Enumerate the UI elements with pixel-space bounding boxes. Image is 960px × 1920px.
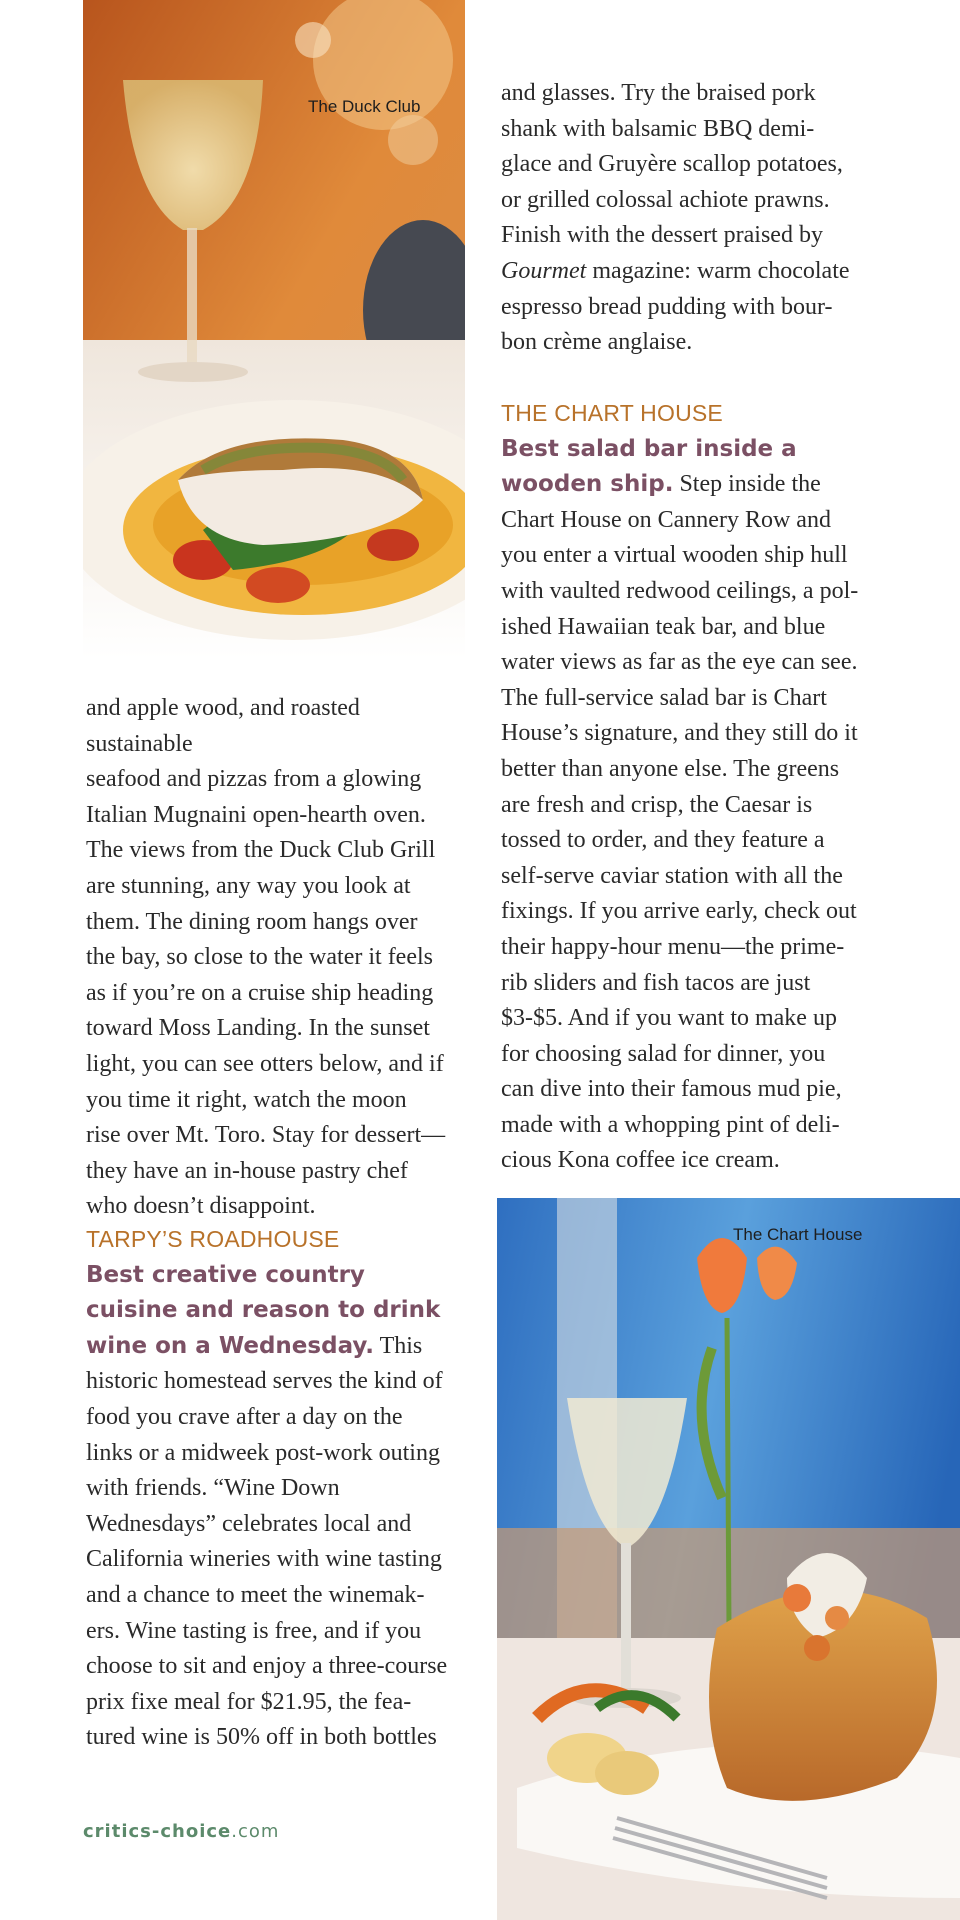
text-line: bon crème anglaise. bbox=[501, 329, 693, 356]
text-line: toward Moss Landing. In the sunset bbox=[86, 1015, 430, 1042]
text-line: light, you can see otters below, and if bbox=[86, 1050, 444, 1077]
text-line: ers. Wine tasting is free, and if you bbox=[86, 1617, 422, 1644]
text-line: with vaulted redwood ceilings, a pol- bbox=[501, 577, 859, 604]
text-line: Finish with the dessert praised by bbox=[501, 222, 823, 249]
tagline: wine on a Wednesday. bbox=[86, 1332, 374, 1359]
text-line: are fresh and crisp, the Caesar is bbox=[501, 791, 813, 818]
text-line: as if you’re on a cruise ship heading bbox=[86, 979, 434, 1006]
duck-club-body bbox=[86, 691, 471, 1225]
footer-brand: critics-choice bbox=[83, 1821, 232, 1842]
magazine-name: Gourmet bbox=[501, 257, 587, 284]
section-title: TARPY’S ROADHOUSE bbox=[86, 1226, 340, 1252]
text-line: seafood and pizzas from a glowing bbox=[86, 766, 422, 793]
text-line: House’s signature, and they still do it bbox=[501, 720, 858, 747]
text-line: Chart House on Cannery Row and bbox=[501, 506, 831, 533]
chart-house-section bbox=[501, 396, 911, 1179]
text-line: better than anyone else. The greens bbox=[501, 755, 840, 782]
text-line: they have an in-house pastry chef bbox=[86, 1157, 408, 1184]
duck-club-caption: The Duck Club bbox=[308, 97, 421, 116]
text-line: and apple wood, and roasted sustainable bbox=[86, 695, 360, 757]
text-line: rib sliders and fish tacos are just bbox=[501, 969, 811, 996]
text-line: tossed to order, and they feature a bbox=[501, 827, 825, 854]
text-line: water views as far as the eye can see. bbox=[501, 649, 858, 676]
text-line: or grilled colossal achiote prawns. bbox=[501, 186, 830, 213]
text-line: shank with balsamic BBQ demi- bbox=[501, 115, 815, 142]
duck-club-continuation bbox=[501, 76, 911, 361]
text-line: The full-service salad bar is Chart bbox=[501, 684, 827, 711]
text-line: prix fixe meal for $21.95, the fea- bbox=[86, 1688, 412, 1715]
text-line: food you crave after a day on the bbox=[86, 1403, 403, 1430]
text-line bbox=[501, 467, 911, 503]
section-title: THE CHART HOUSE bbox=[501, 400, 723, 426]
text-line: rise over Mt. Toro. Stay for dessert— bbox=[86, 1122, 446, 1149]
text-line: historic homestead serves the kind of bbox=[86, 1368, 443, 1395]
text-line: made with a whopping pint of deli- bbox=[501, 1111, 840, 1138]
chart-house-photo bbox=[497, 1198, 960, 1920]
text-fragment: magazine: warm chocolate bbox=[586, 257, 850, 284]
text-line: tured wine is 50% off in both bottles bbox=[86, 1724, 437, 1751]
text-line: California wineries with wine tasting bbox=[86, 1546, 442, 1573]
text-line: Italian Mugnaini open-hearth oven. bbox=[86, 801, 426, 828]
text-line: you enter a virtual wooden ship hull bbox=[501, 542, 848, 569]
text-line: you time it right, watch the moon bbox=[86, 1086, 407, 1113]
text-line: $3-$5. And if you want to make up bbox=[501, 1005, 837, 1032]
text-line: choose to sit and enjoy a three-course bbox=[86, 1653, 448, 1680]
text-line: cious Kona coffee ice cream. bbox=[501, 1147, 780, 1174]
text-line: espresso bread pudding with bour- bbox=[501, 293, 833, 320]
text-line: The views from the Duck Club Grill bbox=[86, 837, 436, 864]
text-line: glace and Gruyère scallop potatoes, bbox=[501, 151, 843, 178]
tagline: wooden ship. bbox=[501, 471, 674, 498]
text-line: fixings. If you arrive early, check out bbox=[501, 898, 857, 925]
text-fragment: This bbox=[374, 1332, 423, 1359]
tagline: cuisine and reason to drink bbox=[86, 1297, 441, 1324]
text-line: their happy-hour menu—the prime- bbox=[501, 933, 845, 960]
text-line: self-serve caviar station with all the bbox=[501, 862, 843, 889]
text-line: and glasses. Try the braised pork bbox=[501, 80, 816, 106]
chart-house-photo-art bbox=[497, 1198, 960, 1920]
text-line: with friends. “Wine Down bbox=[86, 1475, 340, 1502]
text-line: are stunning, any way you look at bbox=[86, 872, 411, 899]
footer-url[interactable] bbox=[83, 1821, 279, 1842]
text-line: can dive into their famous mud pie, bbox=[501, 1076, 842, 1103]
tarpys-section bbox=[86, 1222, 471, 1756]
text-line: the bay, so close to the water it feels bbox=[86, 944, 433, 971]
tagline: Best creative country bbox=[86, 1261, 365, 1288]
text-line bbox=[86, 1329, 471, 1365]
text-line: Wednesdays” celebrates local and bbox=[86, 1510, 412, 1537]
tagline: Best salad bar inside a bbox=[501, 435, 797, 462]
text-line: for choosing salad for dinner, you bbox=[501, 1040, 826, 1067]
chart-house-caption: The Chart House bbox=[733, 1225, 863, 1244]
text-line: links or a midweek post-work outing bbox=[86, 1439, 440, 1466]
text-line bbox=[501, 254, 911, 290]
footer-tld: .com bbox=[231, 1821, 280, 1842]
text-line: ished Hawaiian teak bar, and blue bbox=[501, 613, 826, 640]
text-line: who doesn’t disappoint. bbox=[86, 1193, 316, 1220]
text-line: them. The dining room hangs over bbox=[86, 908, 418, 935]
text-fragment: Step inside the bbox=[673, 471, 821, 498]
text-line: and a chance to meet the winemak- bbox=[86, 1581, 425, 1608]
